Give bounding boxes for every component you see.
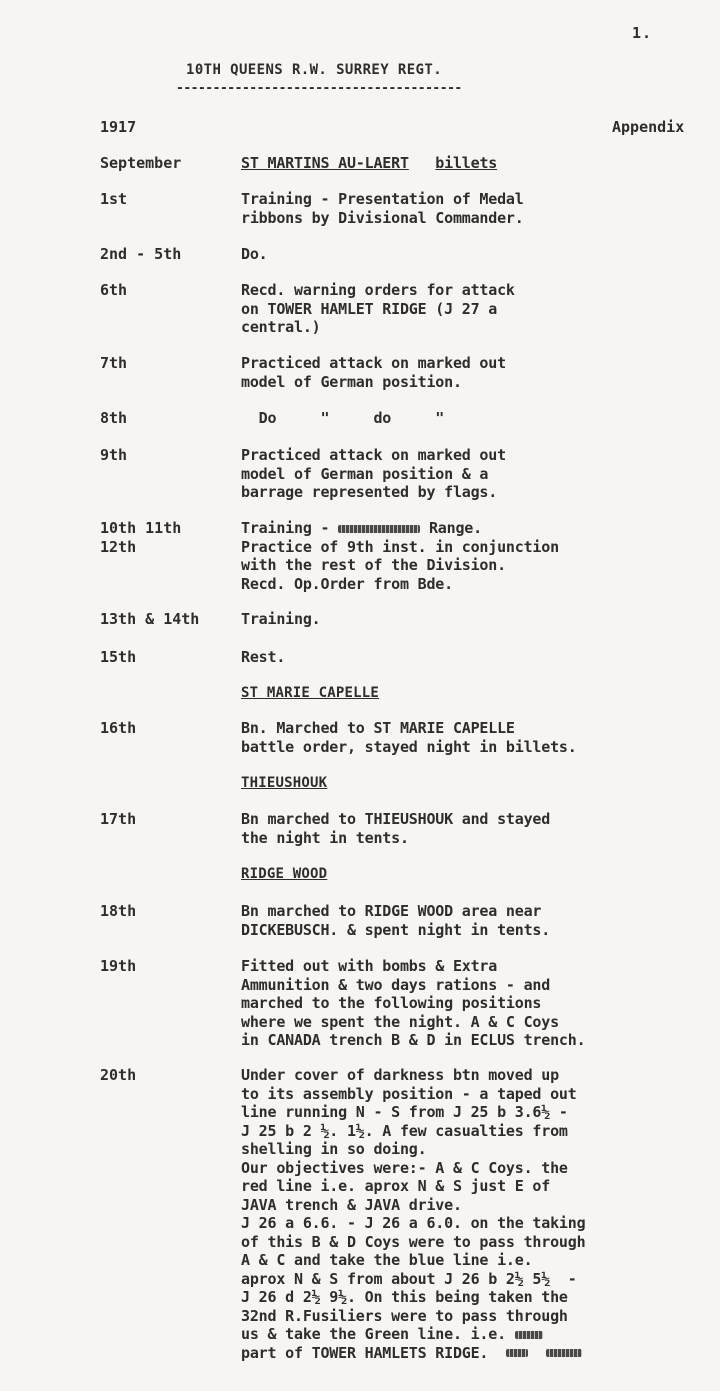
entry-text: Bn marched to THIEUSHOUK and stayed the night in tents. — [241, 810, 551, 847]
typed-over-blotch — [338, 525, 420, 533]
typed-over-blotch — [506, 1349, 528, 1357]
entry-date: 16th — [100, 719, 137, 737]
location-heading-4: RIDGE WOOD — [241, 866, 328, 882]
location-1-suffix: billets — [435, 154, 498, 172]
location-heading-1 — [241, 154, 497, 173]
entry-text: Do. — [241, 245, 268, 263]
entry-date: 1st — [100, 190, 128, 208]
entry-text: Training. — [241, 610, 321, 628]
month-label: September — [100, 154, 182, 172]
location-1-name: ST MARTINS AU-LAERT — [241, 154, 409, 172]
typed-over-blotch — [515, 1331, 543, 1339]
entry-date: 15th — [100, 648, 137, 666]
entry-text: Bn marched to RIDGE WOOD area near DICKEBUSCH. & spent night in tents. — [241, 902, 551, 939]
entry-date: 18th — [100, 902, 137, 920]
entry-date: 19th — [100, 957, 137, 975]
entry-text: Training - Presentation of Medal ribbons by Divisional Commander. — [241, 190, 524, 227]
heading-underline: --------------------------------------- — [176, 81, 462, 96]
entry-text-body: Under cover of darkness btn moved up to its assembly position - a taped out line running N - S from J 25 b 3.6½ - J 25 b 2 ½. 1½. A few casualties from shelling in so doing. Our objectives were:- A & C Coys. the red line i.e. aprox N & S just E of JAVA trench & JAVA drive. J 26 a 6.6. - J 26 a 6.0. on the taking of this B & D Coys were to pass through A & C and take the blue line i.e. aprox N & S from about J 26 b 2½ 5½ - J 26 d 2½ 9½. On this being taken the 32nd R.Fusiliers were to pass through us & take the Green line. i.e. — [241, 1066, 586, 1343]
document-heading: 10TH QUEENS R.W. SURREY REGT. — [186, 62, 443, 78]
entry-text — [241, 1066, 585, 1362]
entry-date: 20th — [100, 1066, 137, 1084]
location-heading-2: ST MARIE CAPELLE — [241, 685, 380, 701]
entry-date: 2nd - 5th — [100, 245, 182, 263]
typed-over-blotch — [546, 1349, 582, 1357]
appendix-label: Appendix — [612, 118, 685, 136]
entry-date: 6th — [100, 281, 128, 299]
entry-date: 13th & 14th — [100, 610, 200, 628]
entry-date: 17th — [100, 810, 137, 828]
entry-text: Rest. — [241, 648, 286, 666]
entry-date: 8th — [100, 409, 128, 427]
entry-text: Do " do " — [241, 409, 445, 427]
page-number: 1. — [632, 24, 653, 42]
entry-text: Recd. warning orders for attack on TOWER HAMLET RIDGE (J 27 a central.) — [241, 281, 515, 336]
entry-text — [241, 519, 559, 593]
year-label: 1917 — [100, 118, 137, 136]
entry-text-start: Training - — [241, 519, 339, 537]
entry-text: Fitted out with bombs & Extra Ammunition & two days rations - and marched to the following positions where we spent the night. A & C Coys in CANADA trench B & D in ECLUS trench. — [241, 957, 586, 1049]
entry-text: Practiced attack on marked out model of German position & a barrage represented by flags. — [241, 446, 506, 501]
entry-text: Practiced attack on marked out model of German position. — [241, 354, 506, 391]
entry-text: Bn. Marched to ST MARIE CAPELLE battle order, stayed night in billets. — [241, 719, 577, 756]
location-heading-3: THIEUSHOUK — [241, 775, 328, 791]
entry-text-last-line: part of TOWER HAMLETS RIDGE. — [241, 1343, 489, 1362]
entry-date: 9th — [100, 446, 128, 464]
entry-date: 7th — [100, 354, 128, 372]
entry-text-rest: Range. Practice of 9th inst. in conjunction with the rest of the Division. Recd. Op.Order from Bde. — [241, 519, 559, 593]
entry-date: 10th 11th 12th — [100, 519, 182, 556]
